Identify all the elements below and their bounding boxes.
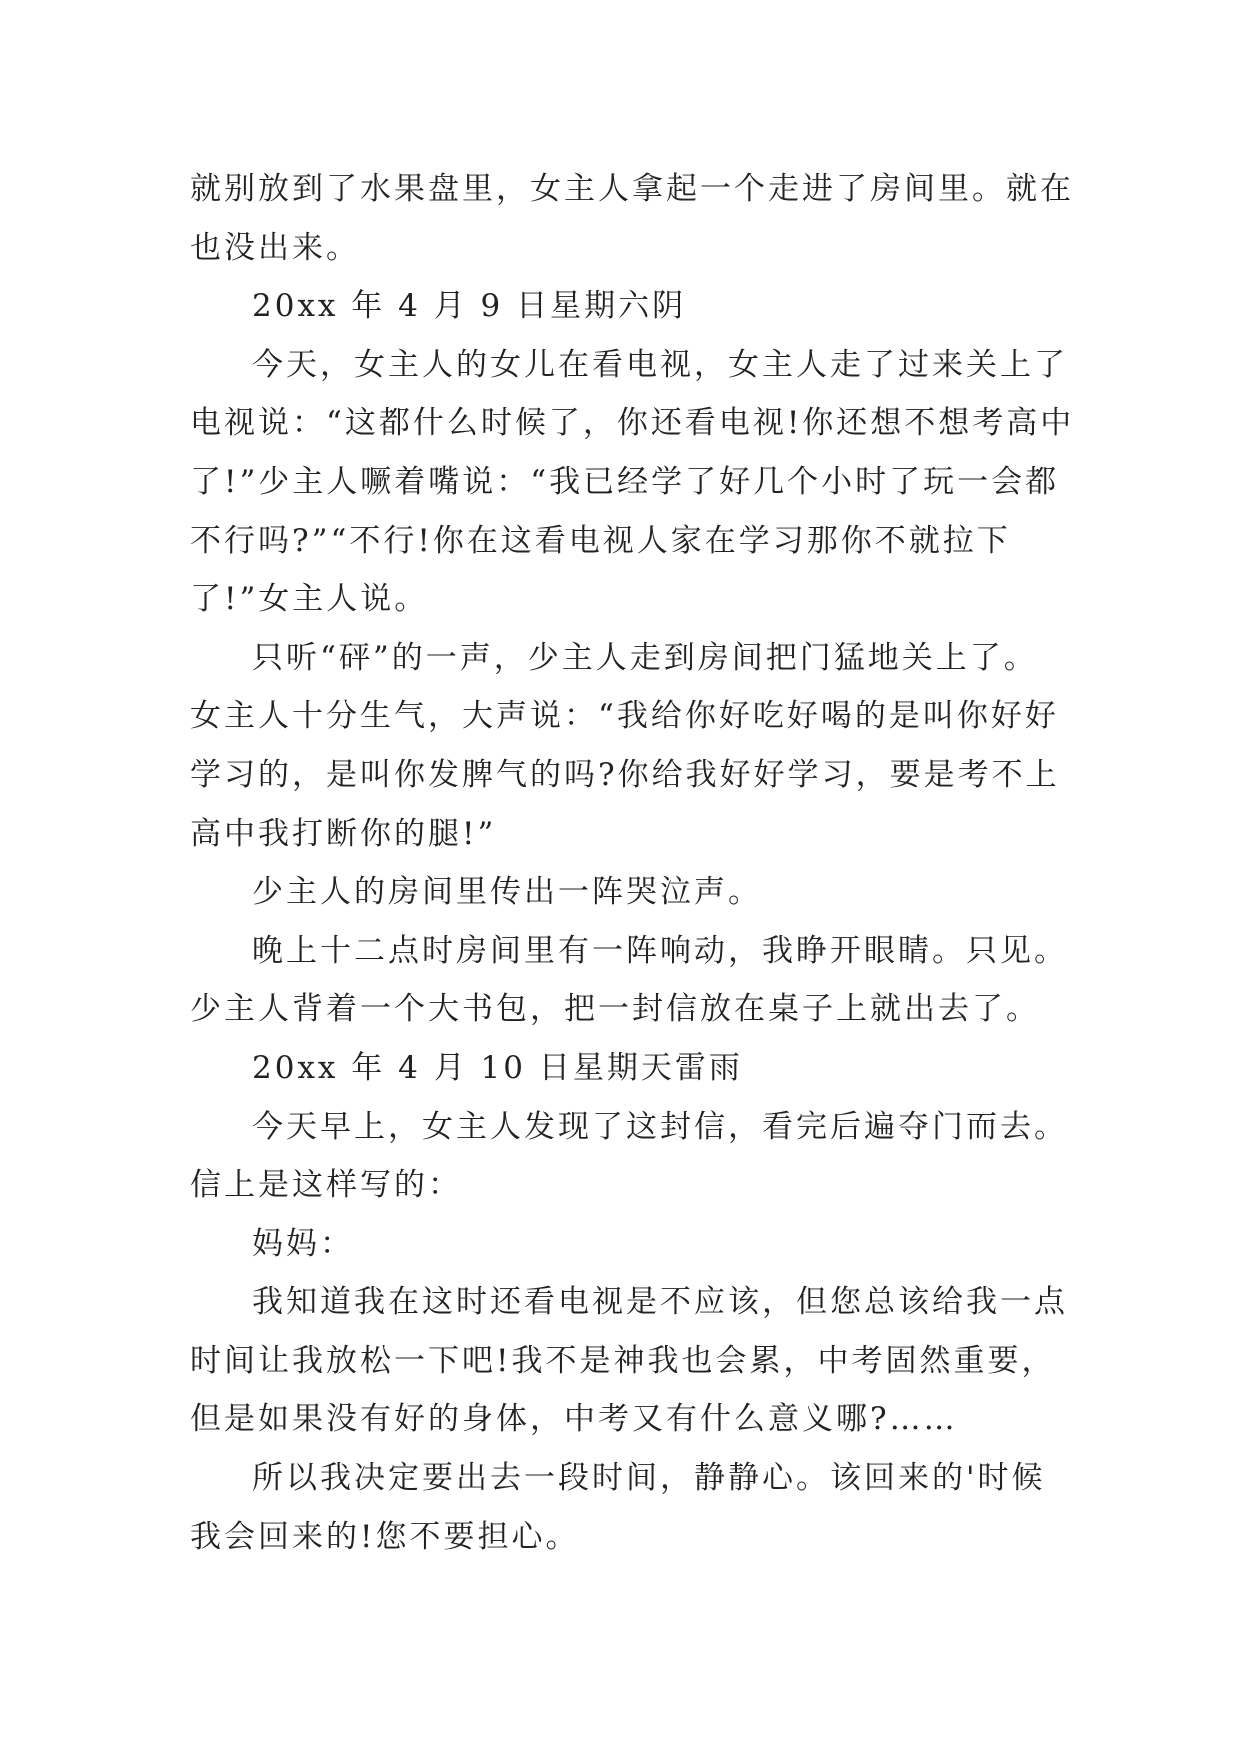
text-line: 20xx 年 4 月 9 日星期六阴: [252, 288, 687, 325]
text-line: 20xx 年 4 月 10 日星期天雷雨: [252, 1049, 743, 1086]
text-line: 了!”少主人噘着嘴说：“我已经学了好几个小时了玩一会都: [190, 463, 1060, 500]
text-line: 学习的，是叫你发脾气的吗?你给我好好学习，要是考不上: [190, 756, 1060, 793]
text-line: 少主人的房间里传出一阵哭泣声。: [252, 874, 762, 911]
text-line: 今天，女主人的女儿在看电视，女主人走了过来关上了: [252, 346, 1068, 383]
text-line: 也没出来。: [190, 229, 360, 266]
text-line: 时间让我放松一下吧!我不是神我也会累，中考固然重要，: [190, 1342, 1056, 1379]
text-line: 信上是这样写的：: [190, 1167, 462, 1204]
text-line: 妈妈：: [252, 1225, 354, 1262]
text-line: 了!”女主人说。: [190, 581, 429, 618]
text-line: 我会回来的!您不要担心。: [190, 1518, 580, 1555]
document-body: [190, 160, 1080, 1566]
text-line: 我知道我在这时还看电视是不应该，但您总该给我一点: [252, 1284, 1068, 1321]
text-line: 只听“砰”的一声，少主人走到房间把门猛地关上了。: [252, 639, 1038, 676]
text-line: 晚上十二点时房间里有一阵响动，我睁开眼睛。只见。: [252, 932, 1068, 969]
text-line: 所以我决定要出去一段时间，静静心。该回来的'时候: [252, 1460, 1046, 1497]
text-line: 不行吗?”“不行!你在这看电视人家在学习那你不就拉下: [190, 522, 1011, 559]
text-line: 少主人背着一个大书包，把一封信放在桌子上就出去了。: [190, 991, 1040, 1028]
text-line: 高中我打断你的腿!”: [190, 815, 497, 852]
text-line: 但是如果没有好的身体，中考又有什么意义哪?……: [190, 1401, 958, 1438]
text-line: 女主人十分生气，大声说：“我给你好吃好喝的是叫你好好: [190, 698, 1059, 735]
text-line: 就别放到了水果盘里，女主人拿起一个走进了房间里。就在: [190, 171, 1074, 207]
text-line: 今天早上，女主人发现了这封信，看完后遍夺门而去。: [252, 1108, 1068, 1145]
text-line: 电视说：“这都什么时候了，你还看电视!你还想不想考高中: [190, 405, 1075, 442]
